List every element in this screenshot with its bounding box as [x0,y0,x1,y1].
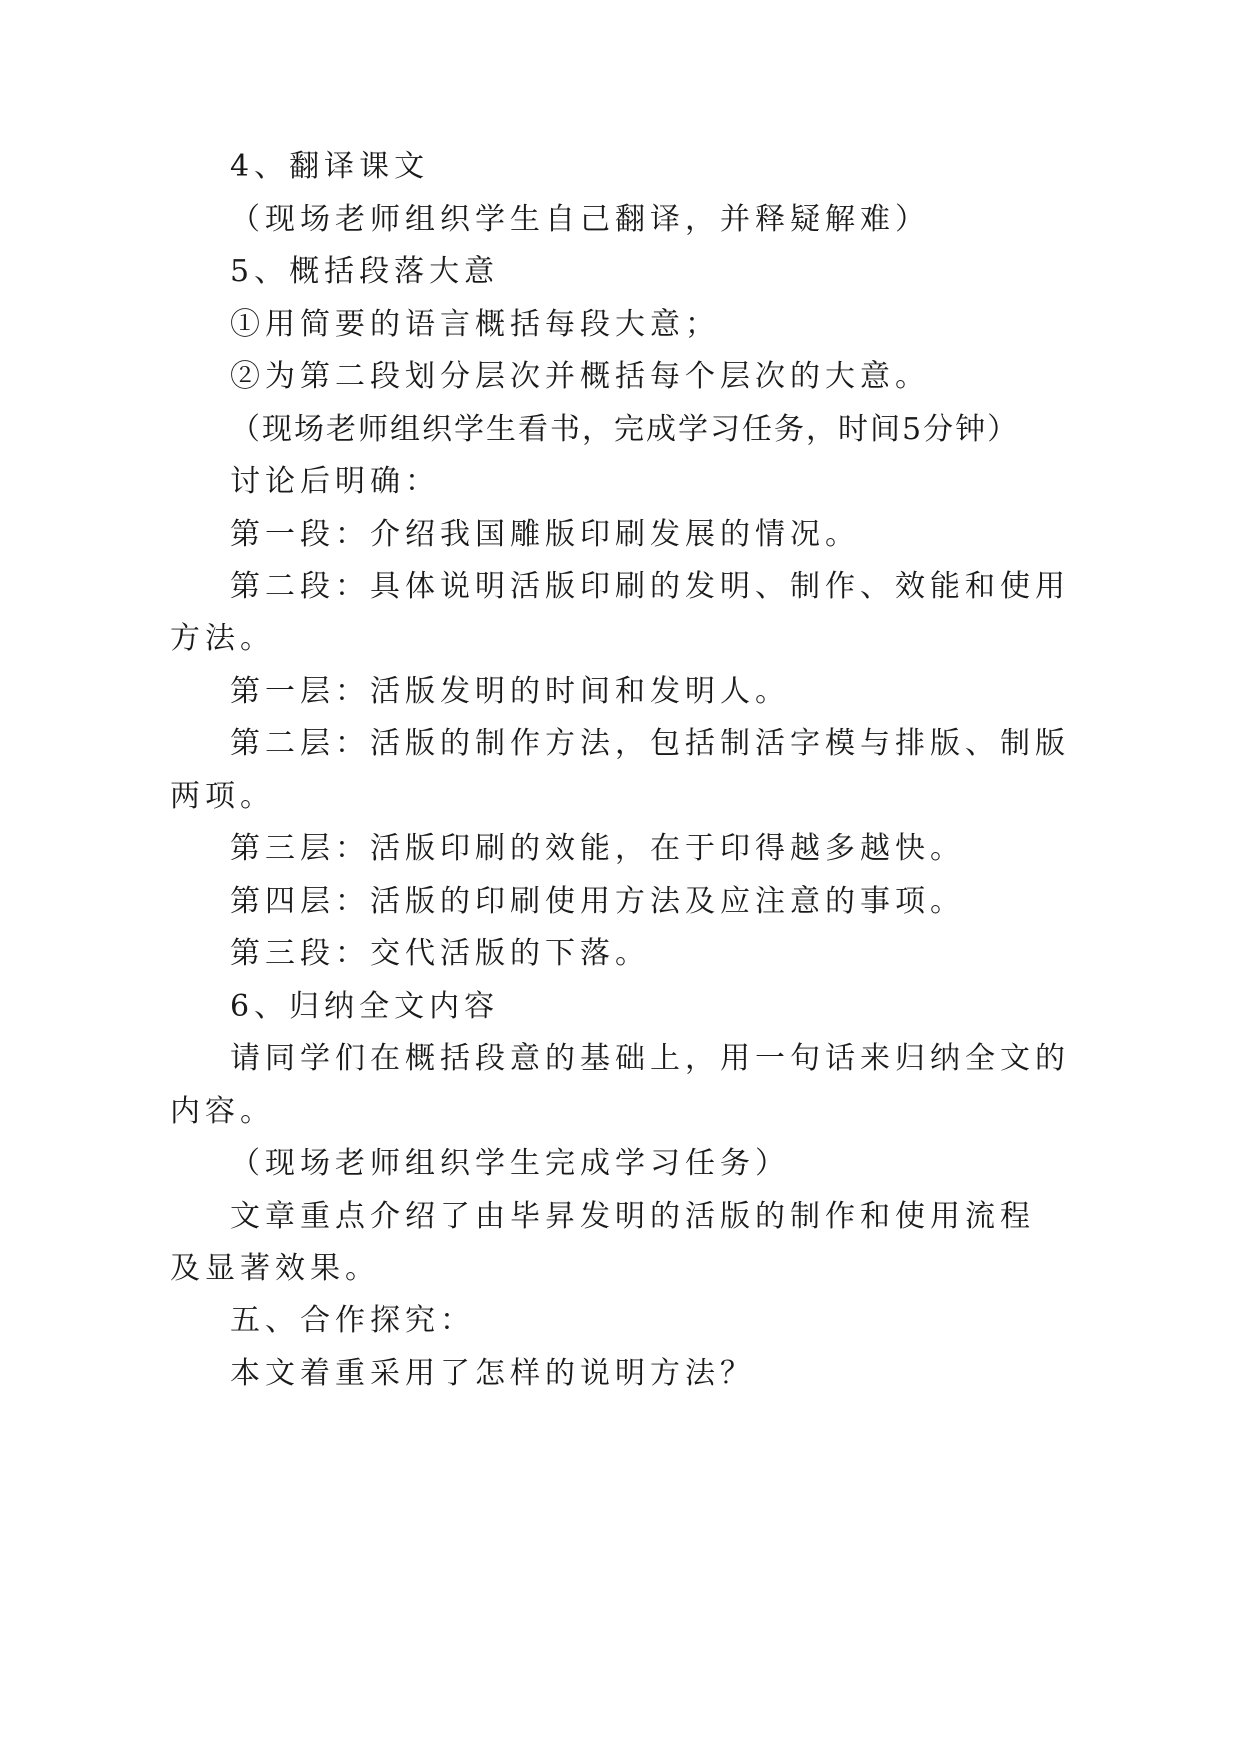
discussion-conclusion: 讨论后明确： [230,464,440,499]
note-read-book: （现场老师组织学生看书，完成学习任务，时间5分钟） [230,412,1020,447]
task-item-1: ①用简要的语言概括每段大意； [230,307,720,342]
layer-2-summary: 第二层：活版的制作方法，包括制活字模与排版、制版 [230,726,1070,761]
note-self-translate: （现场老师组织学生自己翻译，并释疑解难） [230,202,930,237]
heading-translate-text: 4、翻译课文 [230,149,430,184]
article-summary: 文章重点介绍了由毕昇发明的活版的制作和使用流程 [230,1199,1035,1234]
layer-4-summary: 第四层：活版的印刷使用方法及应注意的事项。 [230,884,965,919]
instruction-summarize-cont: 内容。 [170,1094,275,1129]
inquiry-question: 本文着重采用了怎样的说明方法？ [230,1356,755,1391]
task-item-2: ②为第二段划分层次并概括每个层次的大意。 [230,359,930,394]
paragraph-2-summary: 第二段：具体说明活版印刷的发明、制作、效能和使用 [230,569,1070,604]
heading-summarize-paragraphs: 5、概括段落大意 [230,254,500,289]
layer-3-summary: 第三层：活版印刷的效能，在于印得越多越快。 [230,831,965,866]
paragraph-2-summary-cont: 方法。 [170,621,275,656]
heading-cooperative-inquiry: 五、合作探究： [230,1303,475,1338]
note-complete-task: （现场老师组织学生完成学习任务） [230,1146,790,1181]
layer-1-summary: 第一层：活版发明的时间和发明人。 [230,674,790,709]
instruction-summarize: 请同学们在概括段意的基础上，用一句话来归纳全文的 [230,1041,1070,1076]
paragraph-3-summary: 第三段：交代活版的下落。 [230,936,650,971]
layer-2-summary-cont: 两项。 [170,779,275,814]
heading-summarize-full-text: 6、归纳全文内容 [230,989,500,1024]
paragraph-1-summary: 第一段：介绍我国雕版印刷发展的情况。 [230,517,860,552]
article-summary-cont: 及显著效果。 [170,1251,380,1286]
